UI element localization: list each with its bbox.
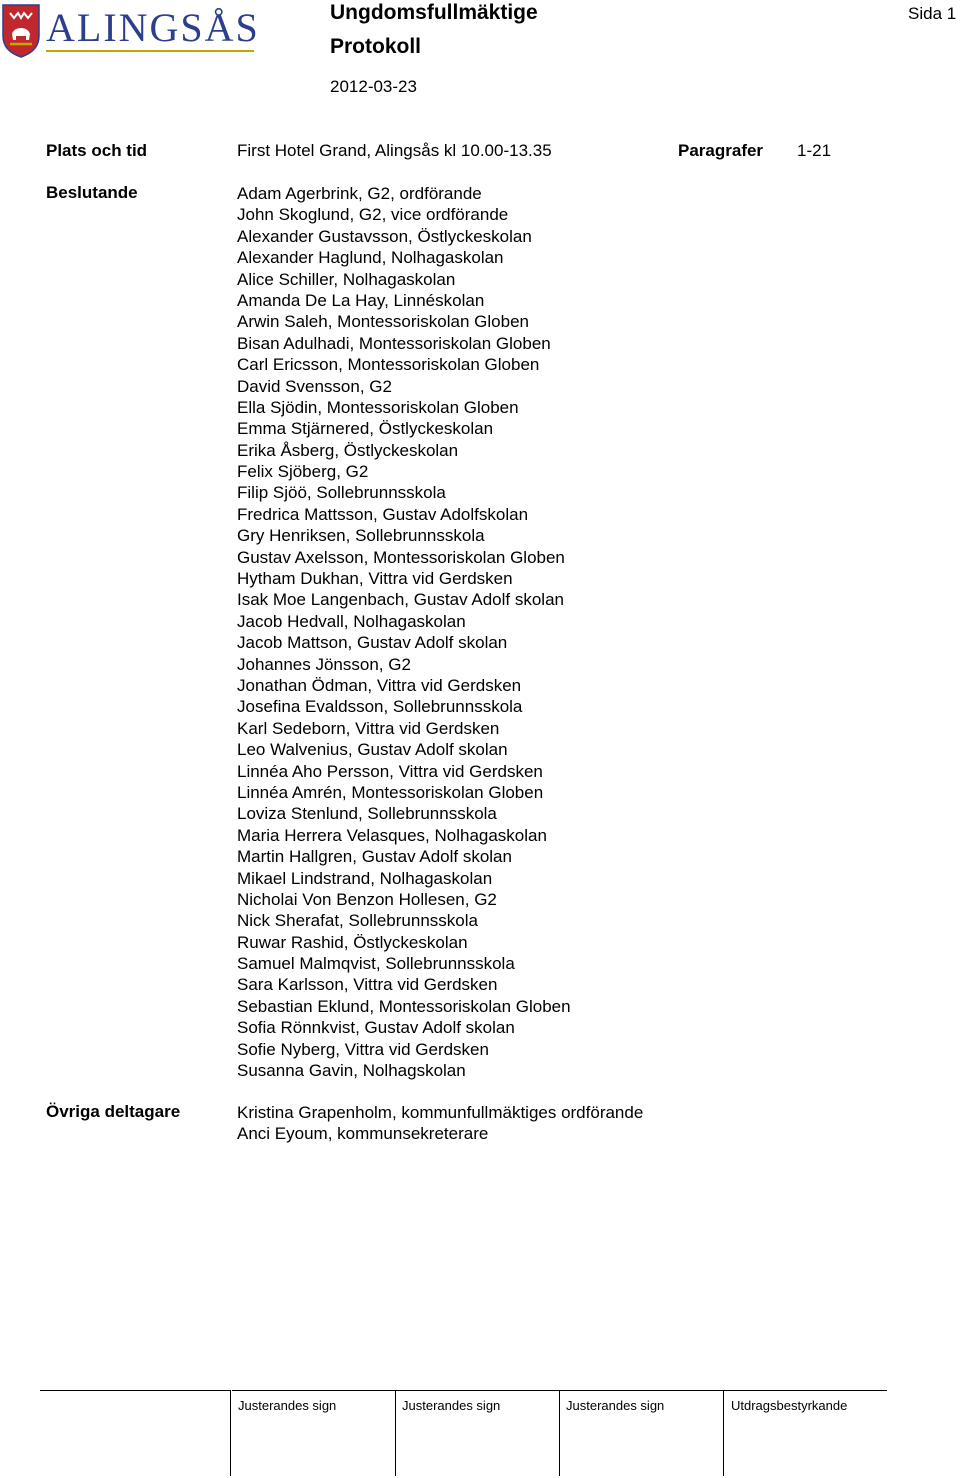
participant-entry: Loviza Stenlund, Sollebrunnsskola — [237, 804, 497, 824]
participant-entry: Jacob Mattson, Gustav Adolf skolan — [237, 633, 508, 653]
participant-entry: Felix Sjöberg, G2 — [237, 462, 369, 482]
participant-entry: Arwin Saleh, Montessoriskolan Globen — [237, 312, 529, 332]
participant-entry: Sara Karlsson, Vittra vid Gerdsken — [237, 975, 498, 995]
participant-entry: Samuel Malmqvist, Sollebrunnsskola — [237, 954, 515, 974]
participant-entry: Josefina Evaldsson, Sollebrunnsskola — [237, 697, 523, 717]
page-number: Sida 1 — [908, 4, 957, 23]
participant-entry: Filip Sjöö, Sollebrunnsskola — [237, 483, 446, 503]
other-participants-list — [237, 1102, 643, 1145]
participant-entry: Linnéa Aho Persson, Vittra vid Gerdsken — [237, 761, 543, 781]
committee-name: Ungdomsfullmäktige — [330, 1, 538, 24]
municipality-logo — [0, 0, 260, 62]
participant-entry: Linnéa Amrén, Montessoriskolan Globen — [237, 782, 544, 802]
place-time-value: First Hotel Grand, Alingsås kl 10.00-13.35 — [237, 141, 552, 160]
participant-entry: Karl Sedeborn, Vittra vid Gerdsken — [237, 718, 500, 738]
signature-divider — [723, 1390, 724, 1476]
participant-entry: Hytham Dukhan, Vittra vid Gerdsken — [237, 569, 513, 589]
document-date: 2012-03-23 — [330, 77, 417, 96]
participant-entry: Isak Moe Langenbach, Gustav Adolf skolan — [237, 590, 564, 610]
participant-entry: John Skoglund, G2, vice ordförande — [237, 205, 509, 225]
paragraphs-label: Paragrafer — [678, 141, 764, 160]
logo-underline — [46, 50, 254, 52]
participant-entry: Erika Åsberg, Östlyckeskolan — [237, 440, 459, 460]
logo-wordmark: ALINGSÅS — [46, 5, 260, 50]
decision-makers-list — [237, 183, 571, 1081]
participant-entry: Sofia Rönnkvist, Gustav Adolf skolan — [237, 1018, 515, 1038]
participant-entry: Alice Schiller, Nolhagaskolan — [237, 269, 456, 289]
participant-entry: Susanna Gavin, Nolhagskolan — [237, 1061, 466, 1081]
signature-box-label: Justerandes sign — [566, 1398, 665, 1413]
signature-divider — [230, 1390, 231, 1476]
signature-divider — [559, 1390, 560, 1476]
signature-line — [40, 1390, 230, 1391]
participant-entry: Martin Hallgren, Gustav Adolf skolan — [237, 847, 512, 867]
participant-entry: David Svensson, G2 — [237, 376, 392, 396]
participant-entry: Emma Stjärnered, Östlyckeskolan — [237, 419, 494, 439]
signature-box-label: Justerandes sign — [238, 1398, 337, 1413]
participant-entry: Leo Walvenius, Gustav Adolf skolan — [237, 740, 508, 760]
participant-entry: Carl Ericsson, Montessoriskolan Globen — [237, 355, 540, 375]
participant-entry: Amanda De La Hay, Linnéskolan — [237, 290, 485, 310]
participant-entry: Bisan Adulhadi, Montessoriskolan Globen — [237, 333, 551, 353]
signature-divider — [395, 1390, 396, 1476]
document-type: Protokoll — [330, 35, 422, 58]
participant-entry: Johannes Jönsson, G2 — [237, 654, 411, 674]
participant-entry: Nick Sherafat, Sollebrunnsskola — [237, 911, 478, 931]
participant-entry: Gry Henriksen, Sollebrunnsskola — [237, 526, 485, 546]
participant-entry: Gustav Axelsson, Montessoriskolan Globen — [237, 547, 565, 567]
participant-entry: Anci Eyoum, kommunsekreterare — [237, 1124, 489, 1144]
participant-entry: Jacob Hedvall, Nolhagaskolan — [237, 611, 466, 631]
participant-entry: Sofie Nyberg, Vittra vid Gerdsken — [237, 1039, 489, 1059]
participant-entry: Ruwar Rashid, Östlyckeskolan — [237, 932, 468, 952]
coat-of-arms-icon — [2, 4, 40, 58]
participant-entry: Jonathan Ödman, Vittra vid Gerdsken — [237, 675, 522, 695]
participant-entry: Adam Agerbrink, G2, ordförande — [237, 184, 482, 203]
participant-entry: Sebastian Eklund, Montessoriskolan Globen — [237, 996, 571, 1016]
participant-entry: Mikael Lindstrand, Nolhagaskolan — [237, 868, 493, 888]
participant-entry: Kristina Grapenholm, kommunfullmäktiges ordförande — [237, 1103, 644, 1122]
decision-makers-label: Beslutande — [46, 183, 138, 202]
participant-entry: Nicholai Von Benzon Hollesen, G2 — [237, 889, 497, 909]
other-participants-label: Övriga deltagare — [46, 1102, 181, 1121]
certification-box-label: Utdragsbestyrkande — [731, 1398, 848, 1413]
signature-box-label: Justerandes sign — [402, 1398, 501, 1413]
participant-entry: Ella Sjödin, Montessoriskolan Globen — [237, 397, 519, 417]
participant-entry: Alexander Gustavsson, Östlyckeskolan — [237, 226, 532, 246]
participant-entry: Maria Herrera Velasques, Nolhagaskolan — [237, 825, 547, 845]
participant-entry: Fredrica Mattsson, Gustav Adolfskolan — [237, 504, 529, 524]
paragraphs-value: 1-21 — [797, 141, 832, 160]
place-time-label: Plats och tid — [46, 141, 148, 160]
participant-entry: Alexander Haglund, Nolhagaskolan — [237, 248, 504, 268]
